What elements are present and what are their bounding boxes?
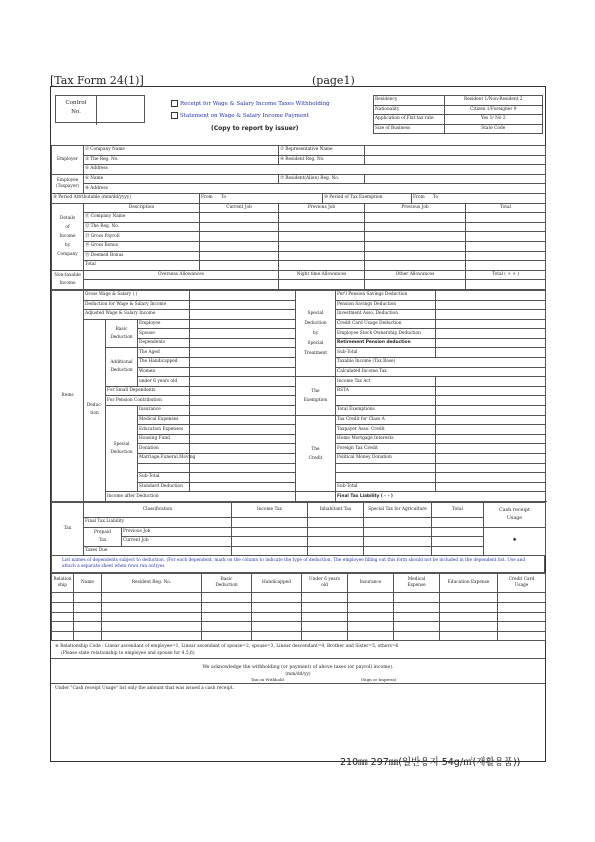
control-label: Control No.	[56, 96, 97, 125]
withholding-label: Tax on Withhold	[251, 677, 284, 683]
date-field: (mm/dd/yy)	[285, 672, 311, 678]
table-row[interactable]	[52, 612, 546, 622]
nontaxable-label: Non-taxable Income	[52, 270, 84, 289]
dependents-note: List names of dependents subject to deduction. (For each dependent, mark on the column to indicate the type of deduction. The employee filling out this form should not be included in the dependent list. Use and attach a separate sheet when rows run out)yes	[51, 556, 545, 573]
star-icon: ✱	[484, 527, 546, 556]
residency-block: Residency Resident 1/Non-Resident 2 Nationality Citizen 1/Foreigner 9 Application of Flat tax rate Yes 1/ No 2 Size of Business State Code	[373, 95, 543, 134]
acknowledgement: We acknowledge the withholding (or payment) of above taxes (or payroll income).	[202, 665, 394, 671]
dependents-table: Relation ship Name Resident Reg. No. Basic Deduction Handicapped Under 6 years old Insurance Medical Expense Education Expense Credit Card Usage	[51, 573, 546, 641]
items-table: Items Gross Wage & Salary ( ) Special Deduction by Special Treatment Per'l Pension Savings Deduction Deduction for Wage & Salary Income Pension Savings Deduction Adjusted Wage & Salary Income Investment Asso. Deduction Deduc- tion Basic Deduction Employee Credit Card Usage Deduction Spouse Employee Stock Ownership Deduction Dependents Retirement Pension deduction Additional Deduction The Aged Sub-Total The Handicapped Taxable Income (Tax Base) Women Calculated Income Tax under 6 years old The Exemption Income Tax Act For Small Dependents RSTA For Pension Contribution Special Deduction Insurance Total Exemptions Medical Expenses The Credit Tax Credit for Class A Education Expenses Taxpayer Asso. Credit Housing Fund Home Mortgage Interests Donation Foreign Tax Credit Marriage,Funeral,Moving Political Money Donation Sub-Total Standard Deduction Sub-Total Income after Deduction Final Tax Liability ( - - )	[51, 290, 546, 502]
table-row[interactable]	[52, 631, 546, 641]
page-number: (page1)	[312, 74, 355, 87]
receipt-option[interactable]: Receipt for Wage & Salary Income Taxes Withholding	[171, 100, 330, 107]
table-row[interactable]	[52, 593, 546, 603]
form-title: [Tax Form 24(1)]	[50, 74, 144, 87]
sign-label[interactable]: (Sign or Impress)	[361, 677, 397, 683]
checkbox-icon[interactable]	[171, 100, 178, 107]
table-row[interactable]	[52, 602, 546, 612]
tax-form	[50, 86, 546, 762]
form-body: Employer ① Company Name ② Representative Name ③ The Reg. No. ④ Resident Reg. No. ⑤ Address Employee (Taxpayer) ⑥ Name ⑦ Resident(Alien) Reg. No. ⑧ Address ⑨ Period Attributable (mm/dd/yyyy) From To ⑩ Period of Tax Exemption From To Details of Income by Company Description Current Job Previous Job Previous Job Total ⑪ Company Name ⑫ The Reg. No. ⑬ Gross Payroll ⑭ Gross Bonus ⑮ Deemed Bonus Total Non-taxable Income Overseas Allowances Night time Allowances Other Allowances Total ( + + ) Items Gross Wage & Salary ( ) Special Deduction by Special Treatment Per'l Pension Savings Deduction Deduction for Wage & Salary Income Pension Savings Deduction Adjusted Wage & Salary Income Investment Asso. Deduction Deduc- tion Basic Deduction Employee Credit Card Usage Deduction Spouse Employee Stock Ownership Deduction Dependents Retirement Pension deduction Additional Deduction The Aged Sub-Total The Handicapped Taxable Income (Tax Base) Women Calculated Income Tax under 6 years old The Exemption Income Tax Act For Small Dependents RSTA For Pension Contribution Special Deduction Insurance Total Exemptions Medical Expenses The Credit Tax Credit for Class A Education Expenses Taxpayer Asso. Credit Housing Fund Home Mortgage Interests Donation Foreign Tax Credit Marriage,Funeral,Moving Political Money Donation Sub-Total Standard Deduction Sub-Total Income after Deduction Final Tax Liability ( - - ) Tax Classification Income Tax Inhabitant Tax Special Tax for Agriculture Total Cash receipt Usage Final Tax Liability Prepaid Tax Previous Job ✱ Current Job Taxes Due List names of dependents subject to deduction. (For each dependent, mark on the column to indicate the type of deduction. The employee filling out this form should not be included in the dependent list. Use and attach a separate sheet when rows run out)yes Relation ship Name Resident Reg. No. Basic Deduction Handicapped Under 6 years old Insurance Medical Expense Education Expense Credit Card Usage ※ Relationship Code : Linear ascendant of employee=1, Linear ascendant of spouse=2, spouse=3, Linear descendant=4, Brother and Sister=5, others=6 (Please state relationship to employee and spouse for 4,5,6) We acknowledge the withholding (or payment) of above taxes (or payroll income). (mm/dd/yy) Tax on Withhold (Sign or Impress) Under "Cash receipt Usage" list only the amount that was issued a cash receipt.	[51, 145, 545, 693]
items-side: Items	[52, 290, 84, 501]
paper-spec: 210㎜ 297㎜(일반용지 54g/㎡(재활용품))	[340, 757, 521, 768]
table-row[interactable]	[52, 622, 546, 632]
relationship-code: ※ Relationship Code : Linear ascendant of employee=1, Linear ascendant of spouse=2, spouse=3, Linear descendant=4, Brother and Sister=5, others=6	[55, 644, 399, 650]
employee-label: Employee (Taxpayer)	[52, 174, 84, 193]
details-side: Details of Income by Company	[52, 203, 84, 270]
control-box	[55, 95, 145, 123]
statement-option[interactable]: Statement on Wage & Salary Income Payment	[171, 112, 309, 119]
cash-receipt-note: Under "Cash receipt Usage" list only the amount that was issued a cash receipt.	[51, 683, 545, 693]
checkbox-icon[interactable]	[171, 112, 178, 119]
copy-note: (Copy to report by issuer)	[211, 125, 299, 132]
relationship-note: (Please state relationship to employee and spouse for 4,5,6)	[51, 649, 545, 659]
tax-table: Tax Classification Income Tax Inhabitant Tax Special Tax for Agriculture Total Cash receipt Usage Final Tax Liability Prepaid Tax Previous Job ✱ Current Job Taxes Due	[51, 502, 546, 556]
employer-label: Employer	[52, 146, 84, 175]
